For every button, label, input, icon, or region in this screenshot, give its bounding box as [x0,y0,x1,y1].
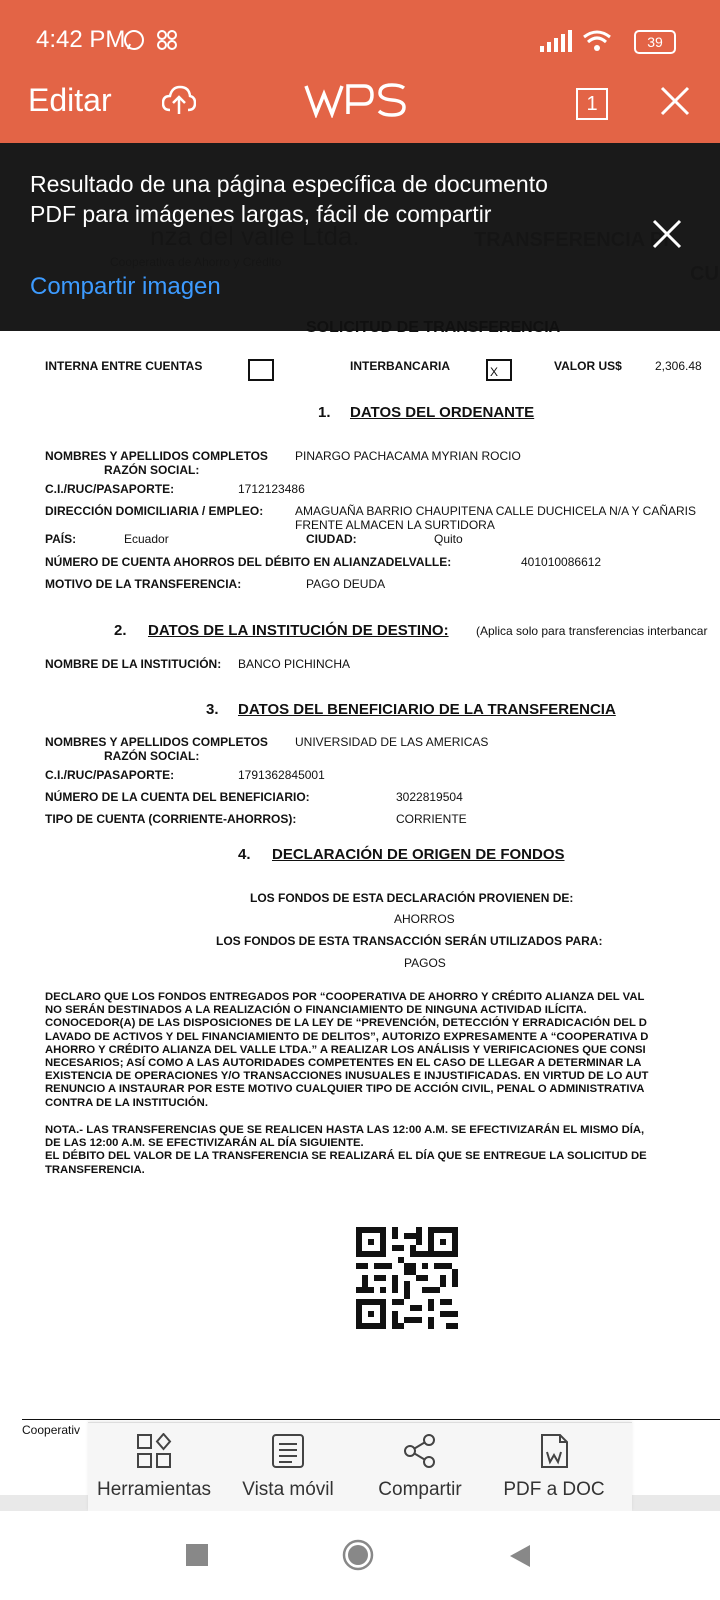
qr-code [356,1227,458,1329]
interbank-label: INTERBANCARIA [350,359,450,373]
section1-number: 1. [318,404,331,421]
beneficiary-names-label: NOMBRES Y APELLIDOS COMPLETOS [45,735,268,749]
section4-title: DECLARACIÓN DE ORIGEN DE FONDOS [272,846,565,863]
app-top-bar [0,0,720,143]
country-value: Ecuador [124,532,169,546]
section2-number: 2. [114,622,127,639]
funds-source-label: LOS FONDOS DE ESTA DECLARACIÓN PROVIENEN DE: [250,891,574,905]
address-label: DIRECCIÓN DOMICILIARIA / EMPLEO: [45,504,264,518]
orderer-id-label: C.I./RUC/PASAPORTE: [45,482,175,496]
section4-number: 4. [238,846,251,863]
section2-note: (Aplica solo para transferencias interbancar [476,624,708,638]
banner-message: Resultado de una página específica de documento PDF para imágenes largas, fácil de compartir [30,171,548,227]
debit-account-value: 401010086612 [521,555,602,569]
share-banner [0,143,720,331]
orderer-names-value: PINARGO PACHACAMA MYRIAN ROCIO [295,449,521,463]
wps-logo [304,82,406,118]
document-footer-line [22,1419,720,1420]
mobile-view-icon [270,1433,306,1469]
institution-label: NOMBRE DE LA INSTITUCIÓN: [45,657,222,671]
cloud-upload-icon[interactable] [162,84,196,116]
beneficiary-id-label: C.I./RUC/PASAPORTE: [45,768,175,782]
funds-use-label: LOS FONDOS DE ESTA TRANSACCIÓN SERÁN UTILIZADOS PARA: [216,934,603,948]
recents-button[interactable] [186,1544,208,1566]
status-time: 4:42 PM [36,26,126,53]
section2-title: DATOS DE LA INSTITUCIÓN DE DESTINO: [148,622,449,639]
tools-label: Herramientas [96,1479,212,1500]
reason-label: MOTIVO DE LA TRANSFERENCIA: [45,577,242,591]
home-button[interactable] [342,1539,374,1571]
orderer-names-label: NOMBRES Y APELLIDOS COMPLETOS [45,449,268,463]
city-label: CIUDAD: [306,532,357,546]
pdf-to-doc-icon [536,1433,572,1469]
account-type-value: CORRIENTE [396,812,467,826]
debit-account-label: NÚMERO DE CUENTA AHORROS DEL DÉBITO EN ALIANZADELVALLE: [45,555,452,569]
close-icon[interactable] [660,86,690,116]
mobile-view-button[interactable] [230,1433,346,1501]
beneficiary-business-label: RAZÓN SOCIAL: [104,749,200,763]
tools-button[interactable] [96,1433,212,1501]
note-text: NOTA.- LAS TRANSFERENCIAS QUE SE REALICEN HASTA LAS 12:00 A.M. SE EFECTIVIZARÁN EL MISMO DÍA, DE LAS 12:00 A.M. SE EFECTIVIZARÁN AL DÍA SIGUIENTE. EL DÉBITO DEL VALOR DE LA TRANSFERENCIA SE REALIZARÁ EL DÍA QUE SE ENTREGUE LA SOLICITUD DE TRANSFERENCIA. [45,1124,647,1176]
reason-value: PAGO DEUDA [306,577,386,591]
bottom-toolbar [88,1422,632,1511]
internal-transfer-label: INTERNA ENTRE CUENTAS [45,359,203,373]
country-label: PAÍS: [45,532,77,546]
tools-icon [136,1433,172,1469]
account-type-label: TIPO DE CUENTA (CORRIENTE-AHORROS): [45,812,297,826]
address-line1: AMAGUAÑA BARRIO CHAUPITENA CALLE DUCHICELA N/A Y CAÑARIS [295,504,697,518]
page-count-button[interactable]: 1 [576,88,608,120]
beneficiary-account-value: 3022819504 [396,790,463,804]
edit-button[interactable]: Editar [28,82,112,118]
signal-wifi-icon [540,28,614,52]
banner-close-icon[interactable] [652,219,682,249]
system-navigation-bar [0,1511,720,1600]
pdf-to-doc-label: PDF a DOC [503,1479,605,1500]
city-value: Quito [434,532,463,546]
address-line2: FRENTE ALMACEN LA SURTIDORA [295,518,495,532]
amount-label: VALOR US$ [554,359,622,373]
pdf-to-doc-button[interactable] [496,1433,612,1501]
beneficiary-account-label: NÚMERO DE LA CUENTA DEL BENEFICIARIO: [45,790,310,804]
document-footer-text: Cooperativ [22,1423,81,1437]
beneficiary-id-value: 1791362845001 [238,768,325,782]
share-icon [402,1433,438,1469]
mobile-view-label: Vista móvil [242,1479,334,1500]
back-button[interactable] [508,1543,532,1569]
pdf-document-page[interactable] [0,143,720,1423]
orderer-business-label: RAZÓN SOCIAL: [104,463,200,477]
beneficiary-names-value: UNIVERSIDAD DE LAS AMERICAS [295,735,489,749]
section3-number: 3. [206,701,219,718]
share-button[interactable] [370,1433,470,1501]
whatsapp-icon [124,28,180,52]
share-image-link[interactable]: Compartir imagen [30,273,221,300]
interbank-checkbox[interactable]: X [486,359,512,381]
orderer-id-value: 1712123486 [238,482,305,496]
funds-source-value: AHORROS [394,912,455,926]
section1-title: DATOS DEL ORDENANTE [350,404,535,421]
share-label: Compartir [378,1479,462,1500]
internal-checkbox[interactable] [248,359,274,381]
status-notification-icons [124,28,180,57]
institution-value: BANCO PICHINCHA [238,657,351,671]
declaration-text: DECLARO QUE LOS FONDOS ENTREGADOS POR “COOPERATIVA DE AHORRO Y CRÉDITO ALIANZA DEL VAL NO SERÁN DESTINADOS A LA REALIZACIÓN O FINANCIAMIENTO DE NINGUNA ACTIVIDAD ILÍCITA. CONOCEDOR(A) DE LAS DISPOSICIONES DE LA LEY DE “PREVENCIÓN, DETECCIÓN Y ERRADICACIÓN DEL D LAVADO DE ACTIVOS Y DEL FINANCIAMIENTO DE DELITOS”, AUTORIZO EXPRESAMENTE A “COOPERATIVA D AHORRO Y CRÉDITO ALIANZA DEL VALLE LTDA.” A REALIZAR LOS ANÁLISIS Y VERIFICACIONES QUE CONSI NECESARIOS; ASÍ COMO A LAS AUTORIDADES COMPETENTES EN EL CASO DE LLEGAR A DETERMINAR LA EXISTENCIA DE OPERACIONES Y/O TRANSACCIONES INUSUALES E INJUSTIFICADAS. EN VIRTUD DE LO AUT RENUNCIO A INSTAURAR POR ESTE MOTIVO CUALQUIER TIPO DE ACCIÓN CIVIL, PENAL O ADMINISTRATIVA CONTRA DE LA INSTITUCIÓN. [45,991,649,1109]
funds-use-value: PAGOS [404,956,446,970]
amount-value: 2,306.48 [655,359,702,373]
battery-icon: 39 [634,30,676,54]
section3-title: DATOS DEL BENEFICIARIO DE LA TRANSFERENCIA [238,701,616,718]
